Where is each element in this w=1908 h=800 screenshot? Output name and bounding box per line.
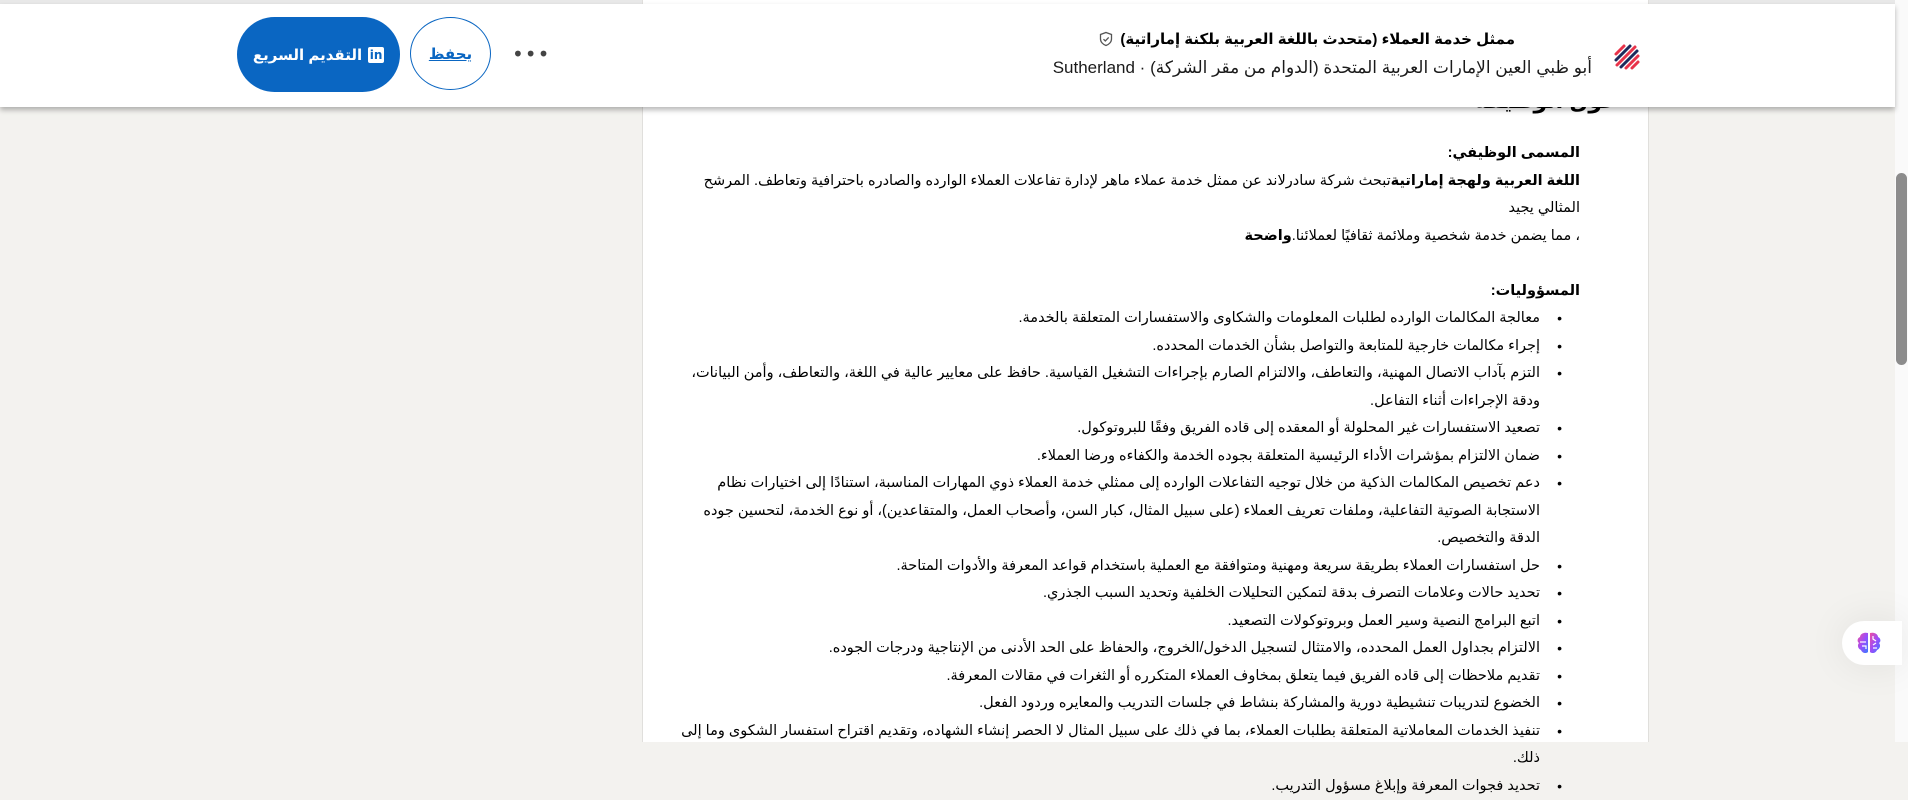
company-logo[interactable]: [1612, 42, 1644, 74]
responsibility-item: [680, 580, 1540, 608]
bullet-icon: •: [1557, 608, 1562, 636]
responsibilities-list: [680, 305, 1580, 800]
responsibility-item: [680, 690, 1540, 718]
bullet-icon: •: [1557, 663, 1562, 691]
responsibility-item: [680, 608, 1540, 636]
job-description-card: [642, 0, 1649, 742]
intro-paragraph: [680, 168, 1580, 223]
responsibility-item: [680, 663, 1540, 691]
linkedin-icon: in: [368, 47, 384, 63]
responsibility-text: الالتزام بجداول العمل المحدده، والامتثال لتسجيل الدخول/الخروج، والحفاظ على الحد الأدنى من الإنتاجية ودرجات الجوده.: [829, 640, 1540, 656]
responsibility-item: [680, 443, 1540, 471]
responsibility-text: حل استفسارات العملاء بطريقة سريعة ومهنية ومتوافقة مع العملية باستخدام قواعد المعرفة والأدوات المتاحة.: [896, 558, 1540, 574]
more-options-button[interactable]: •••: [512, 40, 546, 68]
bullet-icon: •: [1557, 333, 1562, 361]
job-title-label: المسمى الوظيفي:: [680, 140, 1580, 168]
company-name[interactable]: Sutherland: [1053, 58, 1135, 77]
bullet-icon: •: [1557, 305, 1562, 333]
bullet-icon: •: [1557, 553, 1562, 581]
separator-dot: ·: [1140, 58, 1146, 77]
responsibility-item: [680, 773, 1540, 800]
bullet-icon: •: [1557, 443, 1562, 471]
responsibilities-label: المسؤوليات:: [680, 278, 1580, 306]
responsibility-text: تقديم ملاحظات إلى قاده الفريق فيما يتعلق بمخاوف العملاء المتكرره أو الثغرات في مقالات المعرفة.: [946, 668, 1540, 684]
responsibility-text: دعم تخصيص المكالمات الذكية من خلال توجيه التفاعلات الوارده إلى ممثلي خدمة العملاء ذوي المهارات المناسبة، استنادًا إلى اختيارات نظام الاستجابة الصوتية التفاعلية، وملفات تعريف العملاء (على سبيل المثال، كبار السن، وأصحاب العمل، والمتقاعدين)، أو نوع الخدمة، لتحسين جوده الدقة والتخصيص.: [703, 475, 1540, 546]
responsibility-text: معالجة المكالمات الوارده لطلبات المعلومات والشكاوى والاستفسارات المتعلقة بالخدمة.: [1019, 310, 1541, 326]
bullet-icon: •: [1557, 360, 1562, 388]
intro-paragraph-line2: [680, 223, 1580, 251]
responsibility-item: [680, 553, 1540, 581]
job-location: أبو ظبي العين الإمارات العربية المتحدة (الدوام من مقر الشركة): [1150, 58, 1592, 77]
bullet-icon: •: [1557, 415, 1562, 443]
responsibility-item: [680, 305, 1540, 333]
responsibility-item: [680, 718, 1540, 773]
responsibility-text: الخضوع لتدريبات تنشيطية دورية والمشاركة بنشاط في جلسات التدريب والمعايره وردود الفعل.: [979, 695, 1540, 711]
responsibility-item: [680, 360, 1540, 415]
responsibility-item: [680, 415, 1540, 443]
job-title[interactable]: [1098, 30, 1515, 48]
sticky-job-header: [0, 4, 1895, 107]
shield-check-icon: [1098, 31, 1114, 47]
intro-bold-tail: واضحة: [1244, 228, 1291, 244]
intro-text: تبحث شركة سادرلاند عن ممثل خدمة عملاء ماهر لإدارة تفاعلات العملاء الوارده والصادره باحترافية وتعاطف. المرشح المثالي يجيد: [704, 173, 1580, 217]
responsibility-text: تصعيد الاستفسارات غير المحلولة أو المعقده إلى قاده الفريق وفقًا للبروتوكول.: [1077, 420, 1540, 436]
bullet-icon: •: [1557, 773, 1562, 800]
easy-apply-button[interactable]: [237, 17, 400, 92]
responsibility-text: تنفيذ الخدمات المعاملاتية المتعلقة بطلبات العملاء، بما في ذلك على سبيل المثال لا الحصر إنشاء الشهاده، وتقديم اقتراح استفسار الشكوى وما إلى ذلك.: [681, 723, 1540, 767]
responsibility-text: التزم بآداب الاتصال المهنية، والتعاطف، والالتزام الصارم بإجراءات التشغيل القياسية. حافظ على معايير عالية في اللغة، والتعاطف، وأمن البيانات، ودقة الإجراءات أثناء التفاعل.: [691, 365, 1540, 409]
responsibility-text: ضمان الالتزام بمؤشرات الأداء الرئيسية المتعلقة بجوده الخدمة والكفاءه ورضا العملاء.: [1037, 448, 1540, 464]
responsibility-text: اتبع البرامج النصية وسير العمل وبروتوكولات التصعيد.: [1228, 613, 1540, 629]
intro-line2: ، مما يضمن خدمة شخصية وملائمة ثقافيًا لعملائنا.: [1292, 228, 1580, 244]
assistant-widget-button[interactable]: [1842, 621, 1902, 665]
job-description: [680, 140, 1580, 800]
responsibility-item: [680, 470, 1540, 553]
easy-apply-label: التقديم السريع: [253, 46, 362, 64]
responsibility-text: تحديد حالات وعلامات التصرف بدقة لتمكين التحليلات الخلفية وتحديد السبب الجذري.: [1043, 585, 1540, 601]
bullet-icon: •: [1557, 635, 1562, 663]
job-subtitle: [1053, 58, 1592, 78]
scrollbar-thumb[interactable]: [1896, 173, 1907, 365]
bullet-icon: •: [1557, 690, 1562, 718]
responsibility-text: تحديد فجوات المعرفة وإبلاغ مسؤول التدريب.: [1271, 778, 1540, 794]
save-button[interactable]: يحفظ: [410, 17, 491, 90]
brain-icon: [1856, 631, 1882, 655]
intro-bold-lead: اللغة العربية ولهجة إماراتية: [1391, 173, 1580, 189]
responsibility-text: إجراء مكالمات خارجية للمتابعة والتواصل بشأن الخدمات المحدده.: [1152, 338, 1540, 354]
bullet-icon: •: [1557, 580, 1562, 608]
bullet-icon: •: [1557, 470, 1562, 498]
job-title-text: ممثل خدمة العملاء (متحدث باللغة العربية بلكنة إماراتية): [1120, 30, 1515, 48]
spacer: [680, 250, 1580, 278]
responsibility-item: [680, 635, 1540, 663]
bullet-icon: •: [1557, 718, 1562, 746]
responsibility-item: [680, 333, 1540, 361]
